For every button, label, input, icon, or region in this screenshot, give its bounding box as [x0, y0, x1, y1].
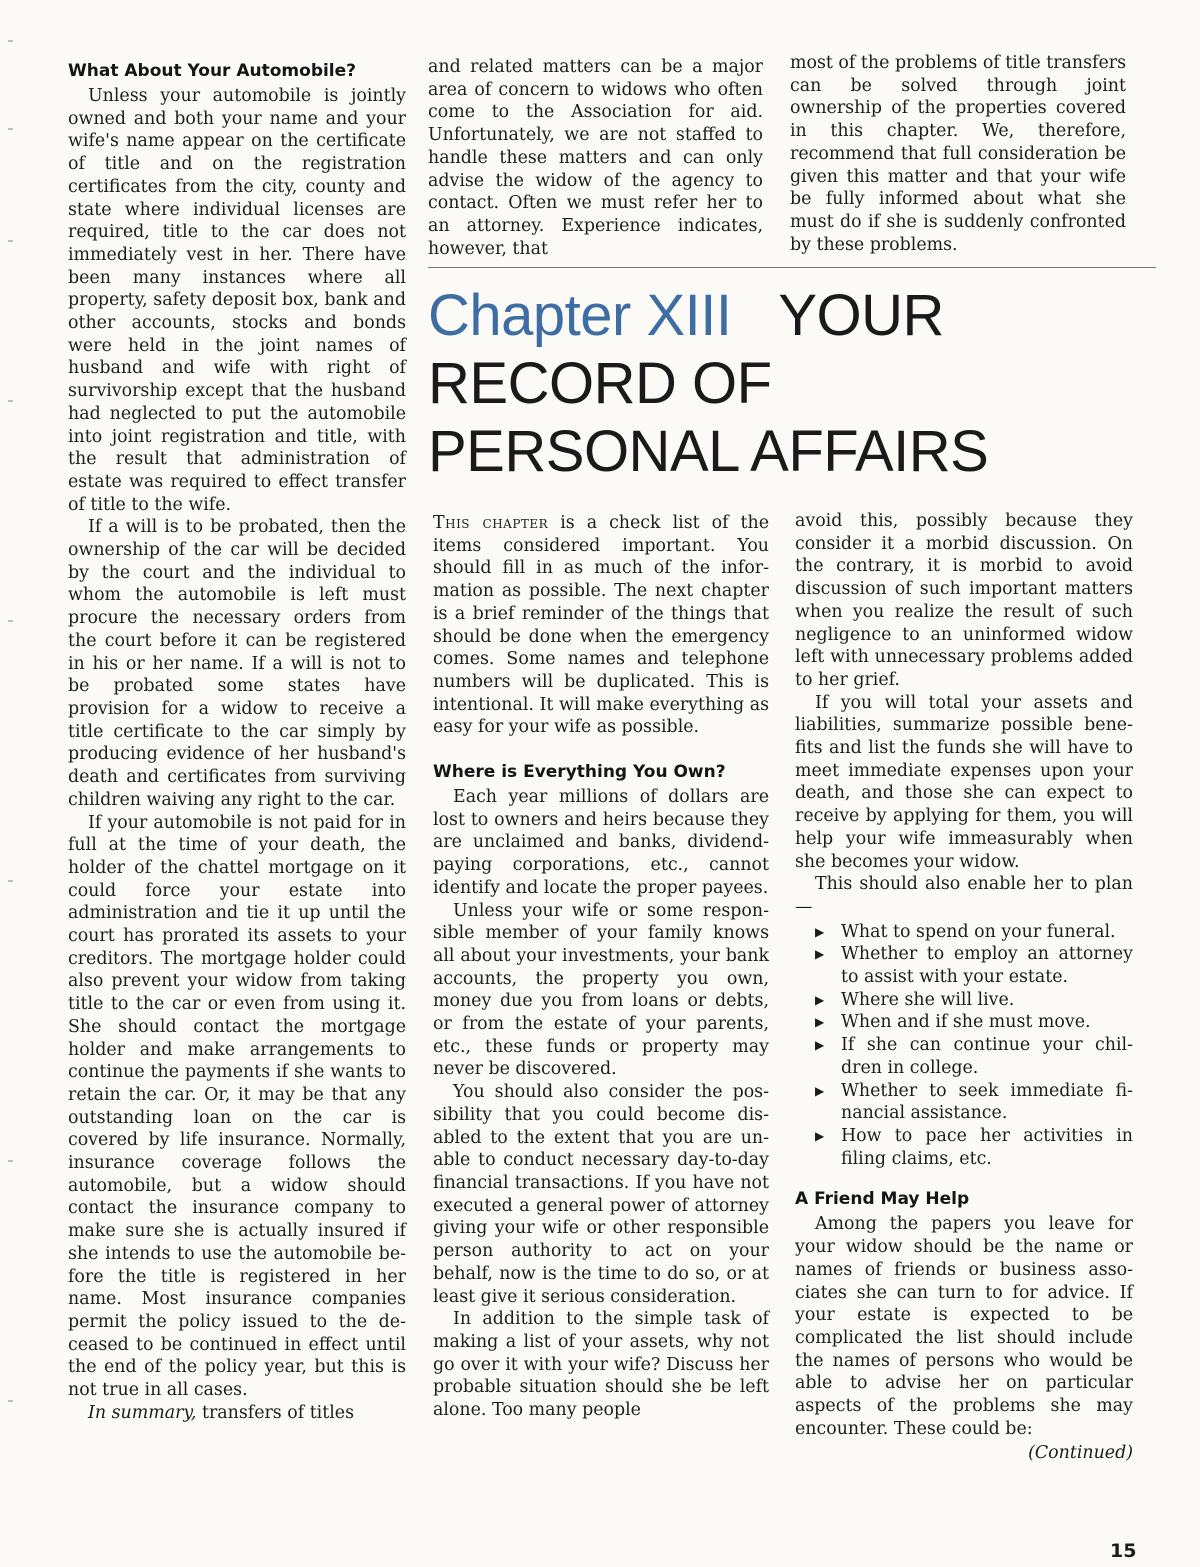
small-caps-lead: This chapter — [433, 513, 549, 533]
paragraph: If a will is to be probated, then the ownership of the car will be decided by the court and the individual to whom the automobile is left must procure the necessary orders from the court before it can be registered in his or her name. If a will is not to be probated some states have provision for a widow to receive a title certificate to the car simply by producing evidence of her husband's death and certificates from surviving children waiving any right to the car. — [68, 517, 406, 810]
triangle-bullet-icon: ▶ — [815, 947, 825, 962]
list-item-text: When and if she must move. — [841, 1012, 1091, 1033]
list-item — [795, 1034, 1133, 1079]
paragraph — [68, 1402, 406, 1425]
list-item — [795, 943, 1133, 988]
column-middle — [433, 512, 769, 1422]
chapter-title-line2: RECORD OF — [428, 351, 772, 416]
triangle-bullet-icon: ▶ — [815, 992, 825, 1007]
paragraph: avoid this, possibly because they consider it a morbid discussion. On the contrary, it is morbid to avoid discussion of such important matters when you realize the result of such negligence to an uninformed widow left with unnecessary problems added to her grief. — [795, 511, 1133, 690]
margin-mark — [8, 128, 13, 130]
margin-mark — [8, 400, 13, 402]
list-item — [795, 921, 1133, 944]
chapter-title-line1: YOUR — [778, 283, 944, 348]
triangle-bullet-icon: ▶ — [815, 924, 825, 939]
list-item-text: What to spend on your funeral. — [841, 921, 1116, 942]
paragraph: Among the papers you leave for your widow should be the name or names of friends or business associates she can turn to for advice. If your estate is expected to be complicated the list should include the names of persons who would be able to advise her on particular aspects of the problems she may encounter. These could be: — [795, 1214, 1133, 1439]
section-heading-automobile: What About Your Automobile? — [68, 61, 357, 81]
margin-mark — [8, 880, 13, 882]
triangle-bullet-icon: ▶ — [815, 1015, 825, 1030]
paragraph: You should also consider the possibility that you could become disabled to the extent that you are unable to conduct necessary day-to-day financial transactions. If you have not executed a general power of attorney giving your wife or other responsible person authority to act on your behalf, now is the time to do so, or at least give it serious consideration. — [433, 1082, 769, 1307]
paragraph: In addition to the simple task of making a list of your assets, why not go over it with your wife? Discuss her probable situation should she be left alone. Too many people — [433, 1309, 769, 1421]
triangle-bullet-icon: ▶ — [815, 1083, 825, 1098]
paragraph: and related matters can be a major area of concern to widows who often come to the Association for aid. Unfortunately, we are not staffed to handle these matters and can only advise the widow of the agency to contact. Often we must refer her to an attorney. Experience indicates, however, that — [428, 57, 763, 259]
margin-mark — [8, 620, 13, 622]
triangle-bullet-icon: ▶ — [815, 1038, 825, 1053]
paragraph-text: is a check list of the items considered important. You should fill in as much of the information as possible. The next chapter is a brief reminder of the things that should be done when the emergency comes. Some names and telephone numbers will be duplicated. This is intentional. It will make everything as easy for your wife as possible. — [433, 513, 769, 738]
chapter-title-line3: PERSONAL AFFAIRS — [428, 419, 989, 484]
margin-mark — [8, 1400, 13, 1402]
list-item-text: How to pace her activities in filing claims, etc. — [841, 1125, 1133, 1169]
section-heading-friend: A Friend May Help — [795, 1189, 970, 1210]
triangle-bullet-icon: ▶ — [815, 1128, 825, 1143]
continued-note: (Continued) — [1028, 1443, 1133, 1464]
margin-mark — [8, 40, 13, 42]
list-item-text: Where she will live. — [841, 989, 1015, 1010]
paragraph: most of the problems of title transfers can be solved through joint ownership of the properties covered in this chapter. We, therefore, recommend that full consideration be given this matter and that your wife be fully informed about what she must do if she is suddenly confronted by these problems. — [790, 53, 1126, 255]
section-heading-everything-you-own: Where is Everything You Own? — [433, 762, 726, 783]
paragraph: If your automobile is not paid for in full at the time of your death, the holder of the chattel mortgage on it could force your estate into administration and tie it up until the court has prorated its assets to your creditors. The mortgage holder could also prevent your widow from taking title to the car or even from using it. She should contact the mortgage holder and make arrangements to continue the payments if she wants to retain the car. Or, it may be that any outstanding loan on the car is covered by life insurance. Normally, insurance coverage follows the automobile, but a widow should contact the insurance company to make sure she is actually insured if she intends to use the automobile before the title is registered in her name. Most insurance companies permit the policy issued to the deceased to be continued in effect until the end of the policy year, but this is not true in all cases. — [68, 812, 406, 1401]
list-item-text: Whether to seek immediate financial assistance. — [841, 1080, 1133, 1124]
list-item — [795, 1011, 1133, 1034]
column-right — [795, 510, 1133, 1465]
column-right-top — [790, 52, 1126, 256]
list-item — [795, 1080, 1133, 1125]
chapter-title — [428, 282, 1168, 486]
list-item — [795, 989, 1133, 1012]
paragraph: If you will total your assets and liabilities, summarize possible benefits and list the funds she will have to meet immediate expenses upon your death, and those she can expect to receive by applying for them, you will help your wife immeasurably when she becomes your widow. — [795, 692, 1133, 872]
paragraph — [433, 512, 769, 739]
list-item — [795, 1125, 1133, 1170]
list-item-text: If she can continue your children in college. — [841, 1035, 1133, 1078]
paragraph-text: transfers of titles — [196, 1402, 355, 1423]
margin-mark — [8, 240, 13, 242]
italic-lead: In summary, — [88, 1402, 197, 1423]
column-middle-top — [428, 56, 763, 260]
paragraph: Unless your automobile is jointly owned and both your name and your wife's name appear on the certificate of title and on the registration certificates from the city, county and state where individual licenses are required, title to the car does not immediately vest in her. There have been many instances where all property, safety deposit box, bank and other accounts, stocks and bonds were held in the joint names of husband and wife with right of survivorship except that the husband had neglected to put the automobile into joint registration and title, with the result that administration of estate was required to effect transfer of title to the wife. — [68, 86, 406, 515]
page-number: 15 — [1110, 1540, 1137, 1562]
list-item-text: Whether to employ an attorney to assist with your estate. — [841, 944, 1133, 988]
column-left — [68, 60, 406, 1424]
paragraph: Unless your wife or some responsible member of your family knows all about your investments, your bank accounts, the property you own, money due you from loans or debts, or from the estate of your parents, etc., these funds or property may never be discovered. — [433, 900, 769, 1080]
paragraph: Each year millions of dollars are lost to owners and heirs because they are unclaimed and banks, dividend-paying corporations, etc., cannot identify and locate the proper payees. — [433, 787, 769, 898]
horizontal-rule — [428, 267, 1156, 268]
paragraph: This should also enable her to plan— — [795, 874, 1133, 917]
margin-mark — [8, 1160, 13, 1162]
plan-list — [795, 921, 1133, 1171]
chapter-number: Chapter XIII — [428, 283, 732, 348]
